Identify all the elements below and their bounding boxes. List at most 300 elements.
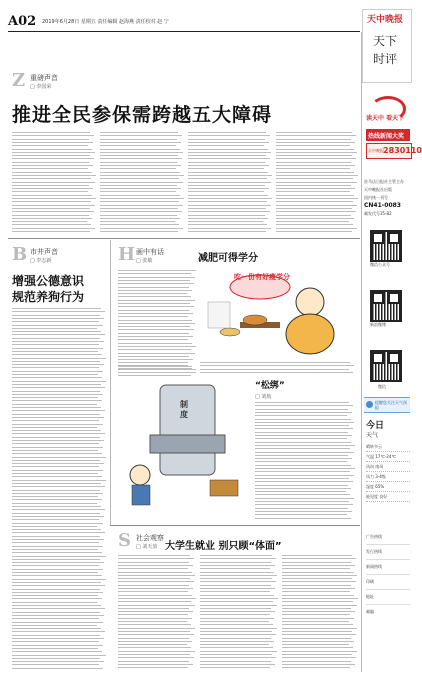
- text-line: [12, 556, 106, 557]
- text-line: [12, 628, 101, 629]
- text-line: [188, 228, 271, 229]
- text-line: [255, 498, 354, 499]
- text-line: [255, 438, 347, 439]
- text-line: [255, 415, 347, 416]
- text-line: [255, 491, 346, 492]
- text-line: [200, 618, 274, 619]
- text-line: [12, 328, 97, 329]
- text-line: [282, 641, 354, 642]
- qr-code: [370, 350, 402, 382]
- cartoon-songbang: [120, 380, 250, 510]
- text-line: [282, 624, 353, 625]
- text-line: [12, 645, 103, 646]
- text-line: [118, 293, 187, 294]
- weather-line: 气温 17℃-24℃: [366, 452, 410, 462]
- text-line: [200, 601, 273, 602]
- text-line: [12, 443, 99, 444]
- text-line: [118, 657, 194, 658]
- text-line: [118, 588, 193, 589]
- text-line: [118, 290, 192, 291]
- text-line: [200, 362, 350, 363]
- text-line: [282, 611, 355, 612]
- text-line: [118, 568, 188, 569]
- text-line: [200, 562, 271, 563]
- text-line: [200, 657, 276, 658]
- text-line: [282, 591, 350, 592]
- text-line: [282, 558, 356, 559]
- text-line: [200, 661, 271, 662]
- text-line: [188, 142, 269, 143]
- text-line: [12, 641, 99, 642]
- info-line: 国内统一刊号: [364, 195, 388, 200]
- text-line: [12, 221, 87, 222]
- dateline: 2019年6月28日 星期五 责任编辑 赵海燕 责任校对 赵 宁: [42, 19, 169, 25]
- ad-banner-text: 热线新闻大奖: [368, 133, 405, 140]
- text-line: [12, 503, 97, 504]
- text-line: [100, 221, 175, 222]
- text-line: [12, 228, 95, 229]
- text-line: [282, 638, 351, 639]
- b-section-letter: B: [12, 244, 28, 265]
- text-line: [12, 605, 101, 606]
- text-line: [118, 323, 195, 324]
- text-line: [200, 575, 277, 576]
- text-line: [12, 185, 89, 186]
- text-line: [188, 158, 270, 159]
- text-line: [12, 215, 89, 216]
- text-line: [100, 205, 183, 206]
- text-line: [255, 504, 353, 505]
- text-line: [12, 325, 103, 326]
- text-line: [276, 205, 357, 206]
- text-line: [12, 387, 105, 388]
- text-line: [12, 552, 102, 553]
- weather-line: 风向 南风: [366, 462, 410, 472]
- text-line: [282, 585, 351, 586]
- text-line: [12, 224, 91, 225]
- text-line: [276, 135, 356, 136]
- cartoon2-box-label: 制度: [180, 400, 188, 419]
- text-line: [12, 394, 103, 395]
- text-line: [188, 145, 264, 146]
- b-headline-1: 增强公德意识: [12, 274, 85, 288]
- text-line: [12, 367, 99, 368]
- lead-bottom-rule: [8, 238, 360, 239]
- text-line: [200, 664, 275, 665]
- bottom-info-line: 邮编: [366, 609, 374, 614]
- text-line: [100, 211, 182, 212]
- sidebar-info: [364, 178, 412, 218]
- text-line: [100, 149, 180, 150]
- qr-label: 微信公众号: [370, 262, 390, 267]
- text-line: [100, 175, 184, 176]
- text-line: [12, 473, 98, 474]
- weather-title: 今日: [366, 421, 385, 431]
- text-line: [118, 273, 191, 274]
- text-line: [100, 168, 176, 169]
- text-line: [118, 585, 189, 586]
- text-line: [12, 486, 105, 487]
- text-line: [276, 221, 349, 222]
- text-line: [255, 455, 348, 456]
- s-section-letter: S: [118, 530, 131, 551]
- text-line: [12, 381, 106, 382]
- s-headline: 大学生就业 别只顾“体面”: [165, 541, 282, 552]
- text-line: [118, 365, 188, 366]
- text-line: [282, 621, 349, 622]
- ad-hotline: [366, 143, 422, 159]
- text-line: [118, 634, 194, 635]
- bottom-info-line: 发行热线: [366, 545, 410, 560]
- text-line: [276, 198, 358, 199]
- text-line: [255, 481, 353, 482]
- text-line: [255, 409, 348, 410]
- text-line: [188, 198, 272, 199]
- lead-section-letter: Z: [12, 70, 26, 91]
- text-line: [188, 165, 269, 166]
- weather-line: 湿度 65%: [366, 482, 410, 492]
- text-line: [12, 191, 88, 192]
- text-line: [12, 358, 106, 359]
- text-line: [188, 205, 271, 206]
- page-number: A02: [8, 14, 37, 29]
- text-line: [12, 149, 92, 150]
- text-line: [12, 371, 103, 372]
- s-byline: □ 刘天放: [136, 544, 158, 550]
- text-line: [12, 470, 103, 471]
- text-line: [276, 142, 355, 143]
- text-line: [12, 523, 103, 524]
- weather-line: 风力 3-4级: [366, 472, 410, 482]
- text-line: [12, 211, 94, 212]
- text-line: [200, 598, 278, 599]
- text-line: [12, 536, 100, 537]
- text-line: [12, 142, 93, 143]
- text-line: [255, 494, 350, 495]
- text-line: [188, 152, 271, 153]
- text-line: [12, 182, 95, 183]
- text-line: [12, 589, 100, 590]
- text-line: [118, 624, 191, 625]
- text-line: [12, 658, 100, 659]
- text-line: [12, 410, 105, 411]
- text-line: [12, 424, 103, 425]
- text-line: [276, 152, 357, 153]
- text-line: [118, 608, 189, 609]
- text-line: [12, 195, 92, 196]
- text-line: [12, 315, 100, 316]
- text-line: [12, 172, 92, 173]
- text-line: [118, 654, 190, 655]
- text-line: [276, 201, 353, 202]
- text-line: [282, 601, 353, 602]
- text-line: [118, 638, 189, 639]
- text-line: [12, 354, 102, 355]
- text-line: [12, 516, 104, 517]
- text-line: [188, 162, 265, 163]
- text-line: [282, 634, 356, 635]
- text-line: [12, 351, 98, 352]
- text-line: [118, 575, 195, 576]
- text-line: [12, 572, 98, 573]
- text-line: [12, 440, 104, 441]
- text-line: [276, 231, 352, 232]
- text-line: [118, 306, 194, 307]
- text-line: [282, 572, 354, 573]
- text-line: [100, 182, 183, 183]
- text-line: [188, 215, 265, 216]
- text-line: [118, 667, 188, 668]
- text-line: [12, 513, 100, 514]
- text-line: [12, 648, 98, 649]
- text-line: [200, 369, 349, 370]
- qr-label: 微信: [378, 384, 386, 389]
- text-line: [12, 414, 100, 415]
- text-line: [118, 368, 192, 369]
- text-line: [282, 661, 351, 662]
- text-line: [255, 465, 351, 466]
- text-line: [276, 178, 353, 179]
- text-line: [12, 201, 91, 202]
- text-line: [276, 158, 356, 159]
- text-line: [12, 529, 101, 530]
- text-line: [12, 480, 106, 481]
- s-top-rule: [110, 525, 360, 526]
- text-line: [12, 476, 102, 477]
- text-line: [12, 430, 101, 431]
- text-line: [282, 565, 355, 566]
- text-line: [12, 218, 92, 219]
- text-line: [12, 457, 106, 458]
- text-line: [200, 638, 271, 639]
- text-line: [255, 518, 351, 519]
- text-line: [118, 621, 187, 622]
- text-line: [100, 215, 177, 216]
- info-line: 邮发代号35-82: [364, 211, 392, 216]
- text-line: [200, 667, 270, 668]
- text-line: [12, 348, 103, 349]
- text-line: [12, 404, 97, 405]
- weather-sub: 天气: [366, 432, 379, 439]
- text-line: [12, 384, 101, 385]
- text-line: [12, 651, 102, 652]
- text-line: [100, 152, 183, 153]
- text-line: [276, 172, 354, 173]
- text-line: [276, 218, 354, 219]
- weather-banner: [364, 397, 410, 413]
- text-line: [100, 178, 179, 179]
- text-line: [118, 614, 188, 615]
- text-line: [12, 162, 89, 163]
- text-line: [12, 562, 104, 563]
- text-line: [188, 168, 264, 169]
- text-line: [118, 287, 189, 288]
- text-line: [12, 321, 99, 322]
- text-line: [118, 283, 194, 284]
- lead-headline: 推进全民参保需跨越五大障碍: [12, 104, 273, 126]
- text-line: [282, 651, 357, 652]
- bottom-info-line: 地址: [366, 590, 410, 605]
- weather-list: [366, 442, 410, 502]
- text-line: [200, 588, 275, 589]
- text-line: [188, 221, 263, 222]
- text-line: [12, 427, 97, 428]
- text-line: [118, 661, 189, 662]
- text-line: [255, 471, 350, 472]
- text-line: [282, 647, 353, 648]
- b-column-rule: [110, 240, 111, 525]
- text-line: [276, 168, 350, 169]
- text-line: [12, 407, 101, 408]
- text-line: [12, 496, 98, 497]
- text-line: [12, 549, 98, 550]
- text-line: [118, 329, 194, 330]
- text-line: [282, 595, 354, 596]
- text-line: [188, 178, 267, 179]
- text-line: [200, 572, 274, 573]
- text-line: [118, 375, 191, 376]
- text-line: [12, 139, 89, 140]
- text-line: [12, 334, 105, 335]
- text-line: [200, 641, 274, 642]
- text-line: [255, 405, 353, 406]
- text-line: [118, 572, 192, 573]
- text-line: [200, 581, 276, 582]
- text-line: [12, 509, 105, 510]
- text-line: [12, 608, 105, 609]
- text-line: [282, 562, 351, 563]
- text-line: [118, 628, 195, 629]
- text-line: [276, 132, 352, 133]
- ad-banner: [366, 129, 410, 141]
- text-line: [118, 372, 196, 373]
- column-name-1: 天下: [373, 34, 398, 48]
- text-line: [118, 353, 195, 354]
- text-line: [12, 198, 96, 199]
- text-line: [188, 224, 267, 225]
- text-line: [282, 568, 350, 569]
- text-line: [282, 618, 354, 619]
- text-line: [200, 568, 270, 569]
- text-line: [12, 400, 102, 401]
- text-line: [118, 310, 189, 311]
- text-line: [12, 661, 104, 662]
- text-line: [118, 277, 195, 278]
- text-line: [255, 422, 354, 423]
- b-headline-2: 规范养狗行为: [12, 290, 85, 304]
- text-line: [12, 559, 100, 560]
- text-line: [118, 591, 188, 592]
- text-line: [12, 569, 103, 570]
- info-line: CN41-0083: [364, 202, 401, 209]
- text-line: [276, 211, 356, 212]
- lead-byline: □ 李国荣: [30, 84, 52, 90]
- bottom-info: [366, 530, 410, 619]
- text-line: [282, 644, 349, 645]
- text-line: [12, 664, 99, 665]
- text-line: [255, 485, 348, 486]
- text-line: [12, 168, 88, 169]
- text-line: [118, 296, 191, 297]
- slogan: 读天中 看天下: [366, 115, 405, 122]
- text-line: [12, 460, 100, 461]
- text-line: [276, 165, 355, 166]
- text-line: [12, 638, 104, 639]
- text-line: [200, 614, 270, 615]
- text-line: [118, 300, 195, 301]
- brand-logo: [362, 9, 412, 83]
- text-line: [282, 588, 355, 589]
- text-line: [282, 664, 355, 665]
- text-line: [12, 546, 103, 547]
- text-line: [200, 595, 274, 596]
- text-line: [200, 372, 353, 373]
- text-line: [118, 598, 196, 599]
- text-line: [12, 374, 98, 375]
- text-line: [200, 591, 270, 592]
- text-line: [12, 542, 99, 543]
- text-line: [200, 585, 271, 586]
- text-line: [12, 565, 99, 566]
- s-section-label: 社会观察: [136, 534, 164, 542]
- text-line: [100, 142, 181, 143]
- text-line: [118, 664, 193, 665]
- text-line: [276, 185, 351, 186]
- slogan-swirl-icon: [370, 96, 406, 122]
- text-line: [12, 311, 105, 312]
- text-line: [12, 506, 101, 507]
- text-line: [12, 615, 104, 616]
- text-line: [12, 618, 99, 619]
- text-line: [255, 508, 348, 509]
- text-line: [118, 651, 195, 652]
- text-line: [118, 346, 196, 347]
- text-line: [188, 149, 268, 150]
- text-line: [255, 402, 349, 403]
- text-line: [12, 175, 96, 176]
- text-line: [12, 575, 102, 576]
- text-line: [12, 361, 100, 362]
- text-line: [12, 208, 90, 209]
- text-line: [255, 419, 351, 420]
- text-line: [188, 139, 265, 140]
- text-line: [118, 611, 193, 612]
- text-line: [255, 435, 352, 436]
- text-line: [12, 318, 104, 319]
- text-line: [255, 458, 352, 459]
- text-line: [12, 490, 100, 491]
- text-line: [200, 651, 277, 652]
- weather-banner-text: 提醒您关注天气预报: [375, 400, 407, 410]
- text-line: [12, 331, 101, 332]
- text-line: [188, 201, 267, 202]
- text-line: [118, 359, 193, 360]
- text-line: [100, 208, 178, 209]
- text-line: [276, 149, 354, 150]
- text-line: [200, 631, 272, 632]
- sidebar-rule: [361, 32, 362, 672]
- text-line: [255, 501, 349, 502]
- text-line: [12, 595, 98, 596]
- text-line: [188, 185, 265, 186]
- text-line: [200, 565, 275, 566]
- text-line: [118, 362, 188, 363]
- text-line: [12, 433, 105, 434]
- text-line: [118, 565, 193, 566]
- text-line: [276, 215, 351, 216]
- text-line: [200, 555, 272, 556]
- text-line: [12, 453, 102, 454]
